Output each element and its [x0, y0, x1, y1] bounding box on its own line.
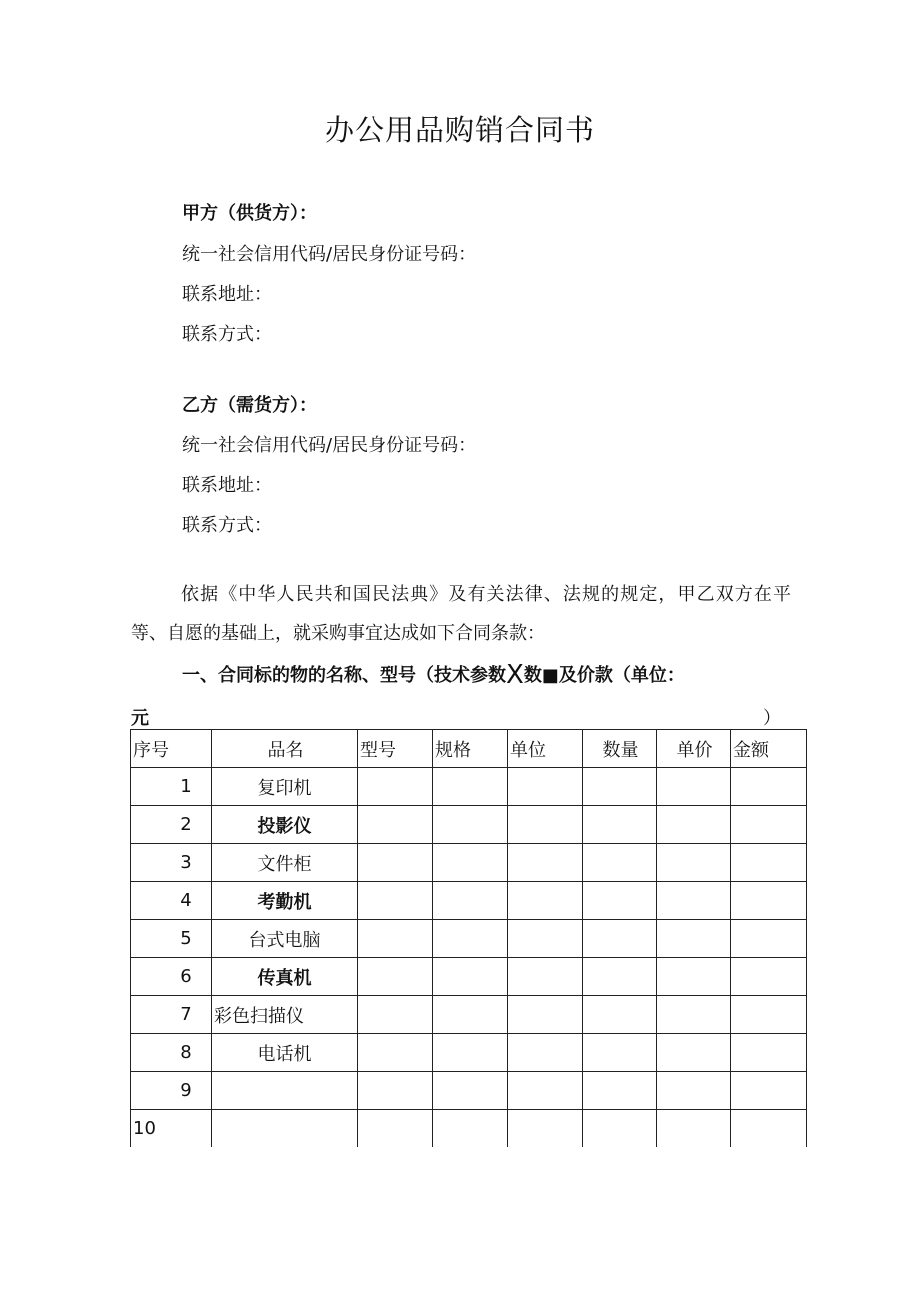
section-1-heading	[182, 660, 685, 690]
row-serial: 3	[131, 844, 212, 882]
table-header-row	[131, 730, 807, 768]
row-unit-price[interactable]	[657, 958, 731, 996]
row-spec[interactable]	[433, 996, 508, 1034]
row-product-name[interactable]	[212, 1072, 358, 1110]
row-serial: 9	[131, 1072, 212, 1110]
row-amount[interactable]	[731, 920, 807, 958]
party-a-contact: 联系方式：	[182, 324, 272, 345]
row-unit[interactable]	[508, 1072, 583, 1110]
row-model[interactable]	[358, 996, 433, 1034]
table-row	[131, 996, 807, 1034]
row-product-name: 彩色扫描仪	[212, 996, 358, 1034]
party-a-heading: 甲方（供货方）：	[182, 203, 317, 224]
row-product-name: 文件柜	[212, 844, 358, 882]
party-a-address: 联系地址：	[182, 284, 272, 305]
row-unit[interactable]	[508, 996, 583, 1034]
row-spec[interactable]	[433, 958, 508, 996]
row-product-name: 台式电脑	[212, 920, 358, 958]
header-spec: 规格	[433, 730, 508, 768]
row-quantity[interactable]	[583, 1034, 657, 1072]
row-quantity[interactable]	[583, 920, 657, 958]
section-1-unit: 元	[131, 708, 149, 729]
row-amount[interactable]	[731, 768, 807, 806]
row-unit-price[interactable]	[657, 920, 731, 958]
row-model[interactable]	[358, 1110, 433, 1148]
row-quantity[interactable]	[583, 768, 657, 806]
section-1-heading-x: X	[506, 660, 524, 690]
row-unit-price[interactable]	[657, 1072, 731, 1110]
header-unit-price: 单价	[657, 730, 731, 768]
row-model[interactable]	[358, 806, 433, 844]
row-unit[interactable]	[508, 958, 583, 996]
document-title: 办公用品购销合同书	[324, 113, 595, 147]
header-product-name: 品名	[212, 730, 358, 768]
row-unit[interactable]	[508, 1034, 583, 1072]
table-row	[131, 806, 807, 844]
row-quantity[interactable]	[583, 1072, 657, 1110]
row-product-name: 传真机	[212, 958, 358, 996]
row-unit-price[interactable]	[657, 806, 731, 844]
row-serial: 2	[131, 806, 212, 844]
row-amount[interactable]	[731, 806, 807, 844]
row-model[interactable]	[358, 768, 433, 806]
row-spec[interactable]	[433, 806, 508, 844]
row-unit-price[interactable]	[657, 1110, 731, 1148]
row-model[interactable]	[358, 1072, 433, 1110]
row-quantity[interactable]	[583, 806, 657, 844]
table-row	[131, 768, 807, 806]
goods-table	[130, 729, 807, 1147]
row-unit[interactable]	[508, 844, 583, 882]
row-unit-price[interactable]	[657, 844, 731, 882]
table-row	[131, 958, 807, 996]
row-spec[interactable]	[433, 844, 508, 882]
row-unit[interactable]	[508, 882, 583, 920]
row-spec[interactable]	[433, 1110, 508, 1148]
row-model[interactable]	[358, 1034, 433, 1072]
row-serial: 8	[131, 1034, 212, 1072]
row-serial: 7	[131, 996, 212, 1034]
section-1-close-paren: ）	[763, 708, 781, 729]
row-amount[interactable]	[731, 1110, 807, 1148]
header-quantity: 数量	[583, 730, 657, 768]
header-amount: 金额	[731, 730, 807, 768]
header-model: 型号	[358, 730, 433, 768]
row-product-name: 投影仪	[212, 806, 358, 844]
row-unit-price[interactable]	[657, 1034, 731, 1072]
row-unit[interactable]	[508, 920, 583, 958]
table-row	[131, 882, 807, 920]
table-row	[131, 1034, 807, 1072]
row-amount[interactable]	[731, 1034, 807, 1072]
row-unit[interactable]	[508, 768, 583, 806]
party-b-credit-code: 统一社会信用代码/居民身份证号码：	[182, 435, 477, 456]
row-quantity[interactable]	[583, 882, 657, 920]
row-quantity[interactable]	[583, 844, 657, 882]
row-unit-price[interactable]	[657, 768, 731, 806]
row-spec[interactable]	[433, 1072, 508, 1110]
row-unit[interactable]	[508, 1110, 583, 1148]
party-b-heading: 乙方（需货方）：	[182, 395, 317, 416]
section-1-heading-part1: 一、合同标的物的名称、型号（技术参数	[182, 665, 506, 686]
row-serial: 10	[131, 1110, 212, 1148]
header-serial: 序号	[131, 730, 212, 768]
row-unit-price[interactable]	[657, 996, 731, 1034]
row-spec[interactable]	[433, 1034, 508, 1072]
table-row	[131, 844, 807, 882]
row-spec[interactable]	[433, 768, 508, 806]
party-b-contact: 联系方式：	[182, 515, 272, 536]
row-spec[interactable]	[433, 920, 508, 958]
header-unit: 单位	[508, 730, 583, 768]
row-model[interactable]	[358, 958, 433, 996]
row-amount[interactable]	[731, 958, 807, 996]
row-amount[interactable]	[731, 844, 807, 882]
row-quantity[interactable]	[583, 958, 657, 996]
party-b-address: 联系地址：	[182, 475, 272, 496]
row-product-name: 电话机	[212, 1034, 358, 1072]
table-row	[131, 1072, 807, 1110]
intro-paragraph: 依据《中华人民共和国民法典》及有关法律、法规的规定，甲乙双方在平等、自愿的基础上，就采购事宜达成如下合同条款：	[131, 584, 791, 644]
row-model[interactable]	[358, 844, 433, 882]
row-amount[interactable]	[731, 882, 807, 920]
table-row	[131, 920, 807, 958]
row-product-name[interactable]	[212, 1110, 358, 1148]
row-unit[interactable]	[508, 806, 583, 844]
party-a-credit-code: 统一社会信用代码/居民身份证号码：	[182, 244, 477, 265]
row-product-name: 复印机	[212, 768, 358, 806]
row-spec[interactable]	[433, 882, 508, 920]
row-model[interactable]	[358, 920, 433, 958]
row-quantity[interactable]	[583, 996, 657, 1034]
row-model[interactable]	[358, 882, 433, 920]
row-quantity[interactable]	[583, 1110, 657, 1148]
row-product-name: 考勤机	[212, 882, 358, 920]
table-row	[131, 1110, 807, 1148]
row-amount[interactable]	[731, 1072, 807, 1110]
row-serial: 4	[131, 882, 212, 920]
row-serial: 1	[131, 768, 212, 806]
row-unit-price[interactable]	[657, 882, 731, 920]
row-serial: 5	[131, 920, 212, 958]
row-amount[interactable]	[731, 996, 807, 1034]
section-1-heading-part2: 数■及价款（单位：	[523, 665, 685, 686]
row-serial: 6	[131, 958, 212, 996]
section-1-unit-row	[131, 704, 781, 730]
